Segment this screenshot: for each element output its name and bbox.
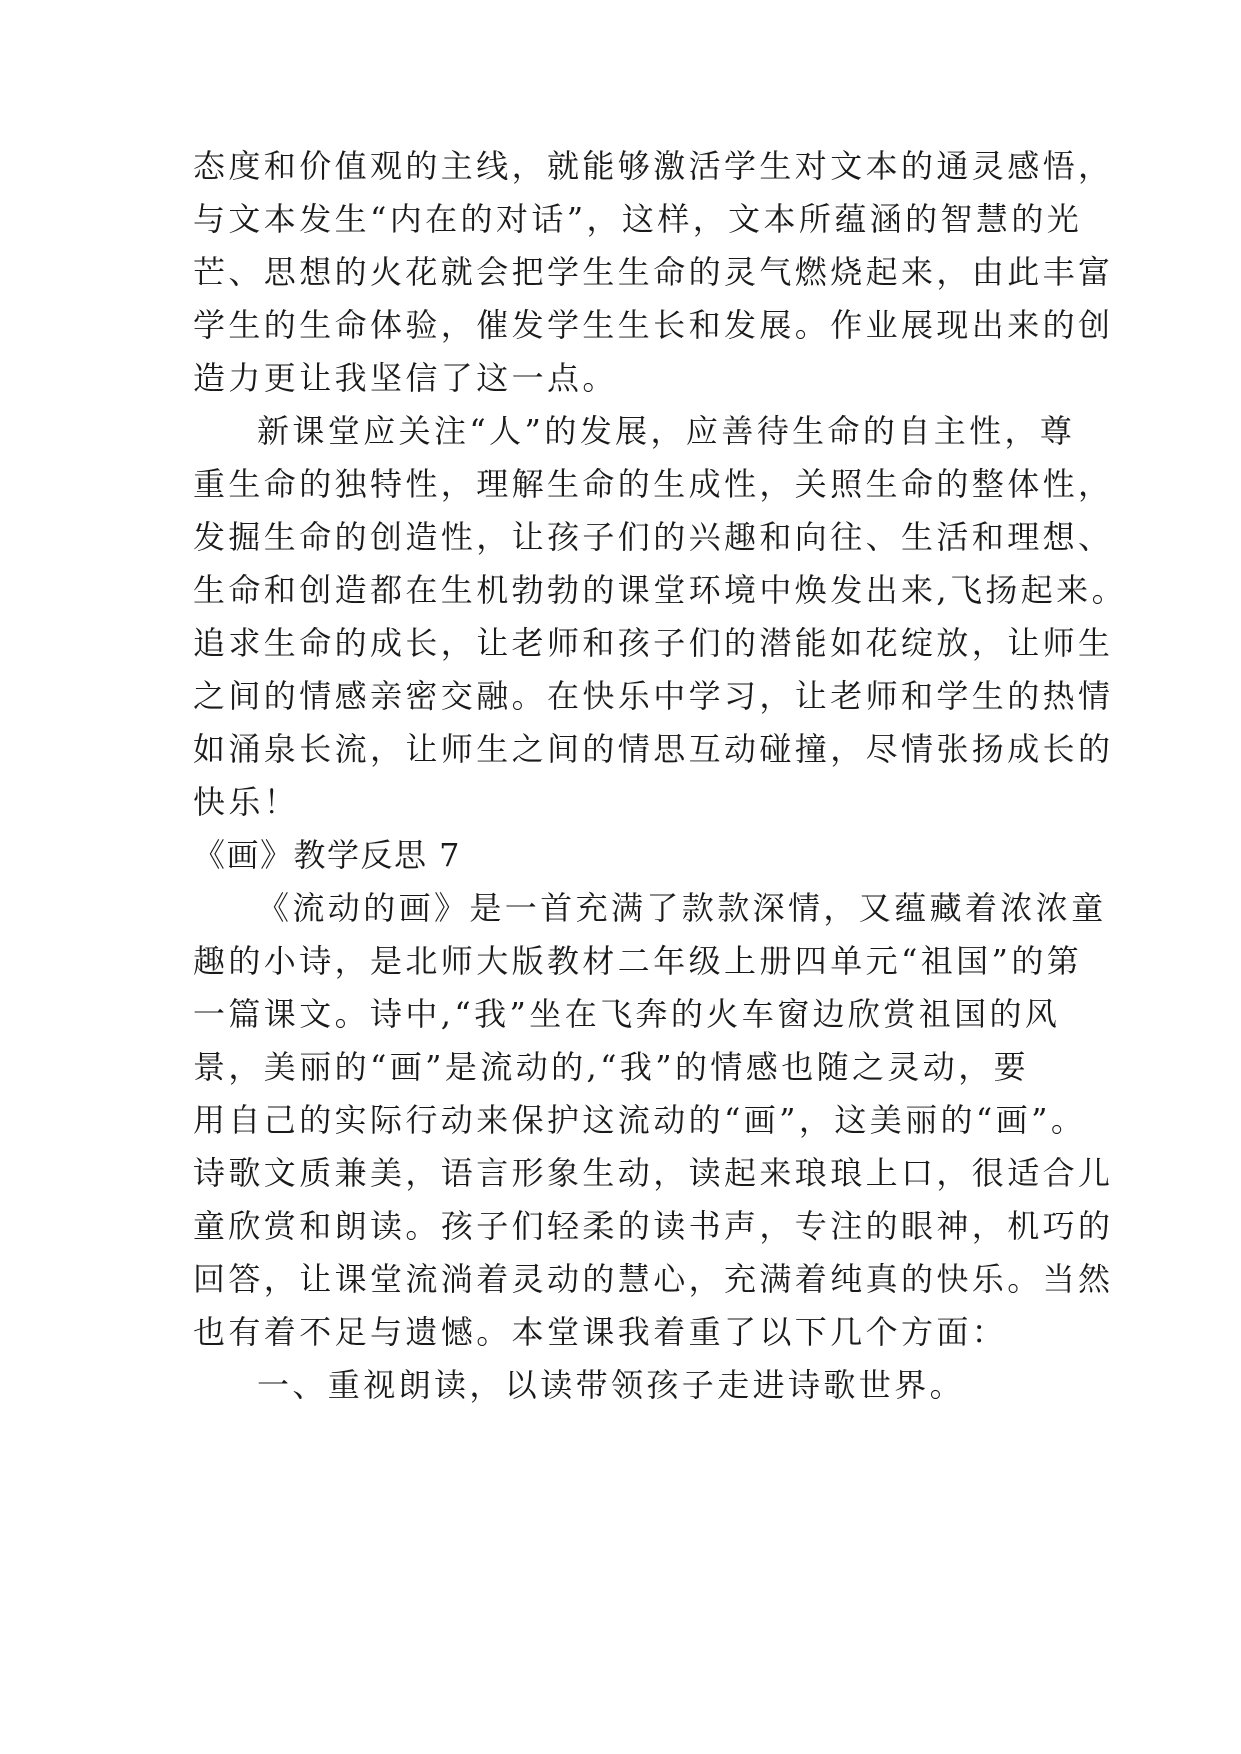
text-line: 《流动的画》是一首充满了款款深情，又蕴藏着浓浓童 (257, 889, 1107, 927)
text-line: 诗歌文质兼美，语言形象生动，读起来琅琅上口，很适合儿 (193, 1154, 1114, 1192)
text-line: 与文本发生“内在的对话”，这样，文本所蕴涵的智慧的光 (193, 200, 1083, 238)
text-line: 也有着不足与遗憾。本堂课我着重了以下几个方面： (193, 1313, 1008, 1351)
text-line: 回答，让课堂流淌着灵动的慧心，充满着纯真的快乐。当然 (193, 1260, 1114, 1298)
text-line: 景，美丽的“画”是流动的,“我”的情感也随之灵动，要 (193, 1048, 1030, 1086)
text-line: 重生命的独特性，理解生命的生成性，关照生命的整体性， (193, 465, 1114, 503)
text-line: 造力更让我坚信了这一点。 (193, 359, 618, 397)
text-line: 发掘生命的创造性，让孩子们的兴趣和向往、生活和理想、 (193, 518, 1114, 556)
text-line: 追求生命的成长，让老师和孩子们的潜能如花绽放，让师生 (193, 624, 1114, 662)
text-line: 用自己的实际行动来保护这流动的“画”，这美丽的“画”。 (193, 1101, 1087, 1139)
text-line: 之间的情感亲密交融。在快乐中学习，让老师和学生的热情 (193, 677, 1114, 715)
text-line: 快乐！ (193, 783, 300, 821)
section-title: 《画》教学反思 7 (193, 836, 462, 874)
text-line: 童欣赏和朗读。孩子们轻柔的读书声，专注的眼神，机巧的 (193, 1207, 1114, 1245)
text-line: 芒、思想的火花就会把学生生命的灵气燃烧起来，由此丰富 (193, 253, 1114, 291)
text-line: 态度和价值观的主线，就能够激活学生对文本的通灵感悟， (193, 147, 1114, 185)
text-line: 生命和创造都在生机勃勃的课堂环境中焕发出来,飞扬起来。 (193, 571, 1127, 609)
text-line: 新课堂应关注“人”的发展，应善待生命的自主性，尊 (257, 412, 1076, 450)
text-line: 一、重视朗读，以读带领孩子走进诗歌世界。 (257, 1366, 966, 1404)
text-line: 学生的生命体验，催发学生生长和发展。作业展现出来的创 (193, 306, 1114, 344)
text-line: 如涌泉长流，让师生之间的情思互动碰撞，尽情张扬成长的 (193, 730, 1114, 768)
text-line: 趣的小诗，是北师大版教材二年级上册四单元“祖国”的第 (193, 942, 1083, 980)
text-line: 一篇课文。诗中,“我”坐在飞奔的火车窗边欣赏祖国的风 (193, 995, 1061, 1033)
